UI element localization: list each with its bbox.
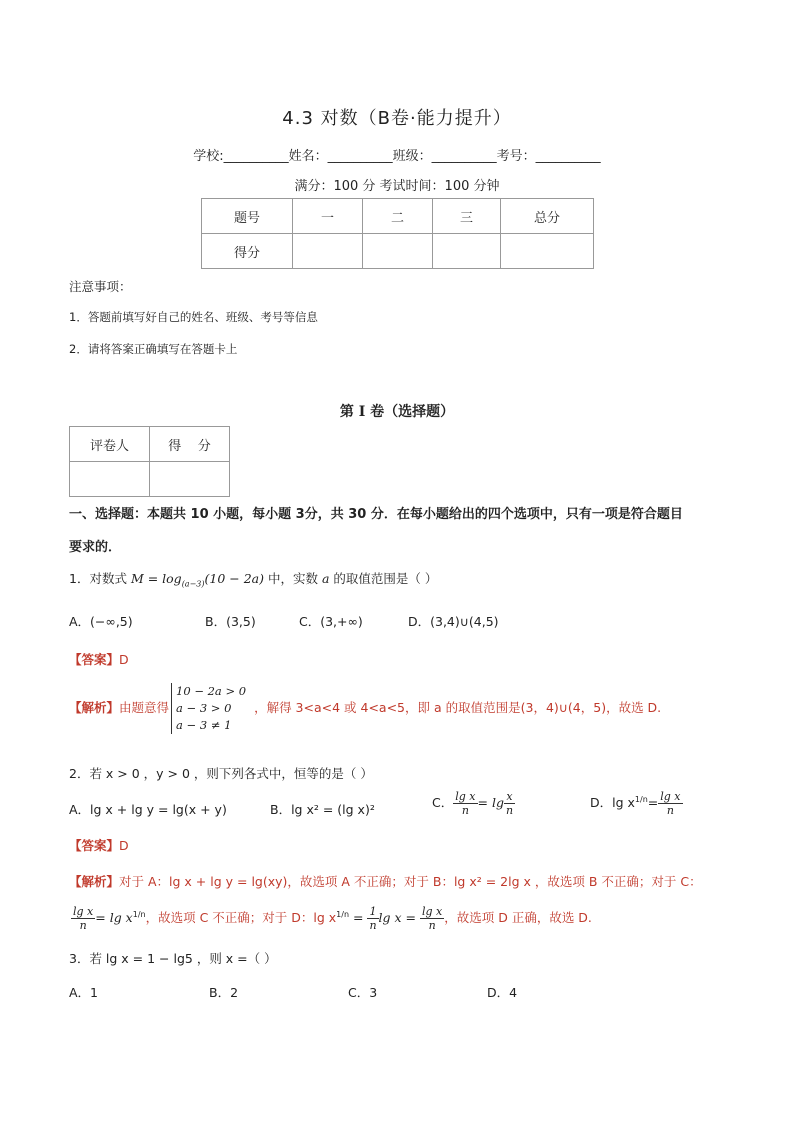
score-table-empty-cell	[293, 234, 363, 269]
part-heading: 一、选择题：本题共 10 小题，每小题 3分，共 30 分．在每小题给出的四个选项中，只有一项是符合题目	[69, 507, 683, 522]
score-table-score-row	[202, 234, 594, 269]
question-1-option-a: A．(−∞,5)	[69, 614, 133, 629]
section-title: 第 I 卷（选择题）	[339, 404, 455, 420]
student-info-line: 学校:__________姓名：__________班级：__________考号：__________	[193, 149, 601, 164]
question-1-stem: 1．对数式 $M = \log_{(a-3)}(10 - 2a)$ 中，实数 a 的取值范围是（ ）	[69, 571, 438, 589]
question-3-option-c: C．3	[348, 985, 378, 1000]
reviewer-empty-cell	[70, 462, 150, 497]
score-time-line: 满分：100 分 考试时间：100 分钟	[294, 179, 500, 194]
page-title: 4.3 对数（B卷·能力提升）	[282, 108, 512, 129]
question-1-option-c: C．(3,+∞)	[299, 614, 363, 629]
note-item: 2．请将答案正确填写在答题卡上	[69, 342, 238, 356]
question-3-option-d: D．4	[487, 985, 518, 1000]
reviewer-table	[69, 426, 230, 497]
score-table	[201, 198, 594, 269]
question-1-explanation: 【解析】由题意得 10 − 2a > 0 a − 3 > 0 a − 3 ≠ 1 ，解得 3<a<4 或 4<a<5，即 a 的取值范围是(3，4)∪(4，5)，故选 D.	[69, 684, 662, 732]
score-table-row-label: 得分	[202, 234, 293, 269]
question-1-option-d: D．(3,4)∪(4,5)	[408, 614, 499, 629]
note-item: 1．答题前填写好自己的姓名、班级、考号等信息	[69, 310, 318, 324]
question-3-stem: 3．若 lg x = 1 − lg5 ，则 x =（ ）	[69, 951, 277, 966]
score-table-cell: 总分	[501, 199, 594, 234]
score-table-cell: 三	[433, 199, 501, 234]
question-2-option-b: B．lg x² = (lg x)²	[270, 802, 375, 817]
question-2-explanation-line1: 【解析】对于 A：lg x + lg y = lg(xy)，故选项 A 不正确；对于 B：lg x² = 2lg x ，故选项 B 不正确；对于 C：	[69, 874, 702, 889]
score-table-cell: 题号	[202, 199, 293, 234]
question-3-option-b: B．2	[209, 985, 239, 1000]
question-1-option-b: B．(3,5)	[205, 614, 256, 629]
question-2-stem: 2．若 x > 0 ，y > 0 ，则下列各式中，恒等的是（ ）	[69, 766, 373, 781]
score-table-empty-cell	[363, 234, 433, 269]
question-2-option-d: D．$\lg x^{1/n}=$ $\frac{\text{lg x}}{n}$	[590, 790, 681, 817]
notes-title: 注意事项：	[69, 279, 132, 294]
question-2-option-a: A．lg x + lg y = lg(x + y)	[69, 802, 227, 817]
reviewer-label: 评卷人	[70, 427, 150, 462]
score-empty-cell	[150, 462, 230, 497]
score-table-header-row	[202, 199, 594, 234]
question-1-answer: 【答案】D	[69, 652, 129, 667]
score-label: 得 分	[150, 427, 230, 462]
inequality-system: 10 − 2a > 0 a − 3 > 0 a − 3 ≠ 1	[171, 683, 246, 734]
score-table-empty-cell	[433, 234, 501, 269]
question-3-option-a: A．1	[69, 985, 99, 1000]
part-heading-cont: 要求的．	[69, 540, 122, 555]
score-table-cell: 一	[293, 199, 363, 234]
question-2-explanation-line2: $\frac{\text{lg x}}{n}$ = $\lg x^{1/n}$，故选项 C 不正确；对于 D：$\lg x^{1/n}$ = $\frac{1}{n}$ lg x = $\frac{\text{lg x}}{n}$ ，故选项 D 正确，故选 D.	[73, 905, 592, 932]
score-table-empty-cell	[501, 234, 594, 269]
question-2-option-c: C． $\frac{\text{lg x}}{n}$ = lg $\frac{x}{n}$	[432, 790, 514, 817]
score-table-cell: 二	[363, 199, 433, 234]
question-2-answer: 【答案】D	[69, 838, 129, 853]
